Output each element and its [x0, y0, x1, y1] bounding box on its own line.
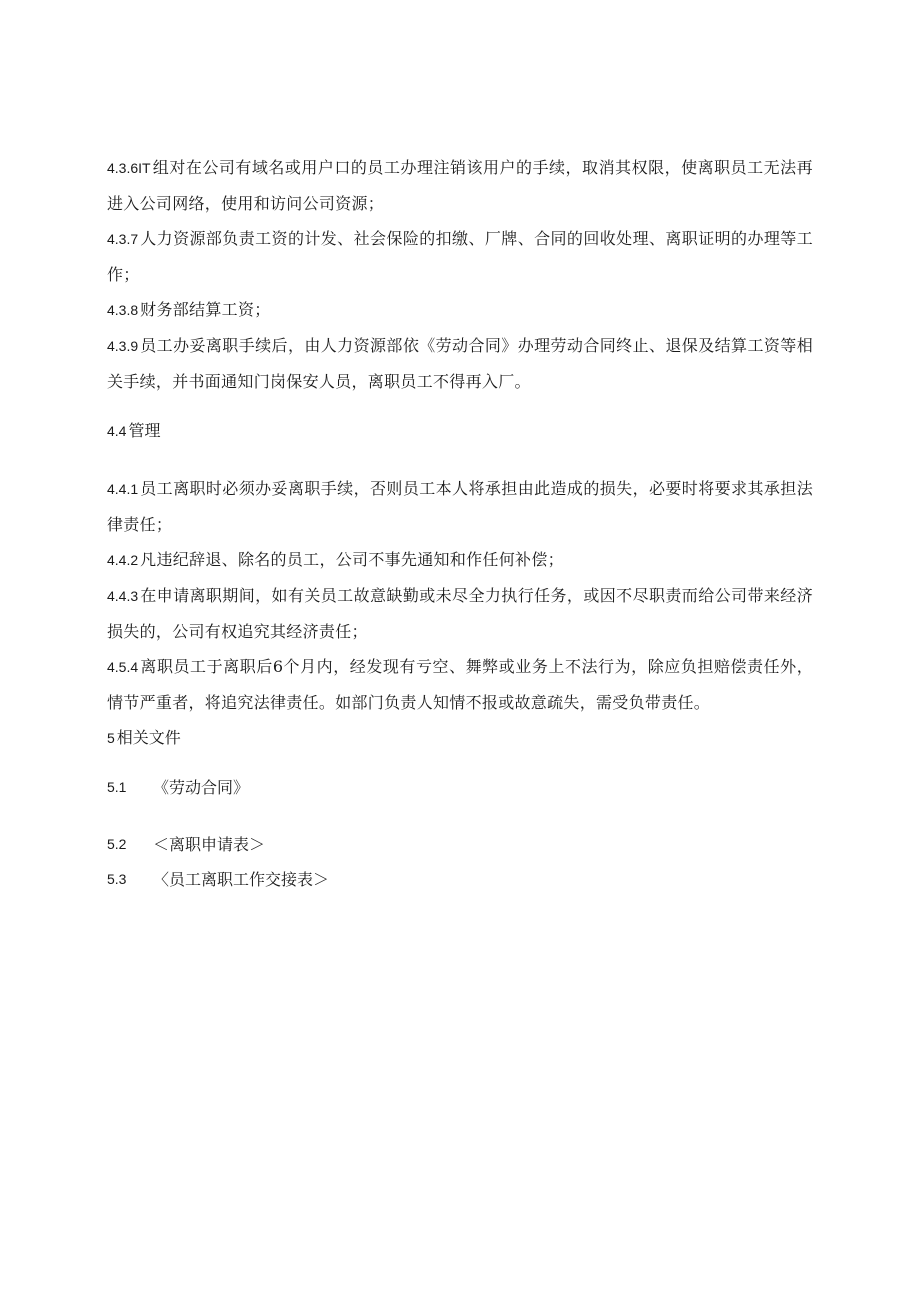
clause-4-3-8	[107, 292, 813, 328]
clause-4-3-7	[107, 221, 813, 292]
clause-number: 4.5.4	[107, 659, 139, 675]
clause-4-4-2	[107, 542, 813, 578]
section-heading-5	[107, 720, 813, 756]
reference-number: 5.1	[107, 779, 127, 795]
reference-5-3	[107, 862, 813, 897]
document-page	[107, 150, 813, 897]
spacer	[107, 449, 813, 471]
clause-text: 员工离职时必须办妥离职手续，否则员工本人将承担由此造成的损失，必要时将要求其承担法律责任；	[107, 479, 813, 534]
reference-title: 《劳动合同》	[153, 778, 250, 797]
clause-text: 凡违纪辞退、除名的员工，公司不事先通知和作任何补偿；	[140, 550, 564, 569]
reference-number: 5.2	[107, 836, 127, 852]
reference-5-2	[107, 827, 813, 862]
clause-text: 离职员工于离职后6个月内，经发现有亏空、舞弊或业务上不法行为，除应负担赔偿责任外，情节严重者，将追究法律责任。如部门负责人知情不报或故意疏失，需受负带责任。	[107, 657, 813, 712]
clause-4-4-3	[107, 578, 813, 649]
clause-number: 4.3.9	[107, 338, 139, 354]
clause-4-3-6	[107, 150, 813, 221]
clause-number: 4.4.1	[107, 481, 139, 497]
section-title: 管理	[128, 421, 161, 440]
reference-5-1	[107, 770, 813, 805]
spacer	[107, 756, 813, 770]
clause-text: 员工办妥离职手续后，由人力资源部依《劳动合同》办理劳动合同终止、退保及结算工资等相关手续，并书面通知门岗保安人员，离职员工不得再入厂。	[107, 336, 813, 391]
reference-title: ＜离职申请表＞	[153, 835, 266, 854]
clause-number: 4.4.2	[107, 552, 139, 568]
clause-4-3-9	[107, 328, 813, 399]
reference-title: 〈员工离职工作交接表＞	[153, 870, 330, 889]
clause-text: 组对在公司有域名或用户口的员工办理注销该用户的手续，取消其权限，使离职员工无法再进入公司网络，使用和访问公司资源；	[107, 158, 813, 213]
clause-4-4-1	[107, 471, 813, 542]
section-number: 4.4	[107, 423, 127, 439]
section-number: 5	[107, 730, 115, 746]
section-title: 相关文件	[116, 728, 181, 747]
clause-number: 4.4.3	[107, 588, 139, 604]
section-heading-4-4	[107, 413, 813, 449]
clause-number: 4.3.8	[107, 302, 139, 318]
spacer	[107, 805, 813, 827]
clause-number: 4.3.7	[107, 231, 139, 247]
clause-text: 在申请离职期间，如有关员工故意缺勤或未尽全力执行任务，或因不尽职责而给公司带来经济损失的，公司有权追究其经济责任；	[107, 586, 813, 641]
clause-text: 人力资源部负责工资的计发、社会保险的扣缴、厂牌、合同的回收处理、离职证明的办理等工作；	[107, 229, 813, 284]
spacer	[107, 399, 813, 413]
clause-number: 4.3.6IT	[107, 160, 151, 176]
clause-text: 财务部结算工资；	[140, 300, 271, 319]
reference-number: 5.3	[107, 871, 127, 887]
clause-4-5-4	[107, 649, 813, 720]
